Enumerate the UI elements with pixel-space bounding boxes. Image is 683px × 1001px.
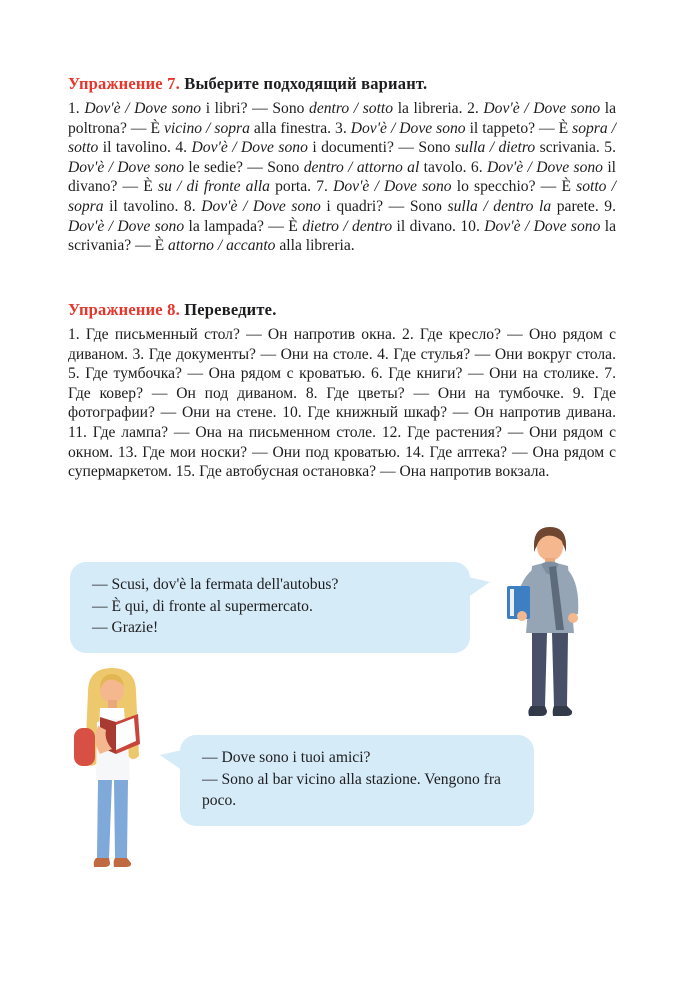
woman-jeans (97, 780, 112, 858)
dialogue-line: — Scusi, dov'è la fermata dell'autobus? (92, 576, 339, 593)
man-shoes (528, 706, 547, 716)
man-illustration (486, 520, 614, 724)
exercise-8-title: Переведите. (184, 300, 277, 319)
exercise-8-heading (68, 300, 616, 320)
dialogue-line: — Dove sono i tuoi amici? (202, 749, 371, 766)
exercise-8 (68, 300, 616, 482)
woman-shoes (94, 858, 110, 867)
woman-with-red-book-drawing (56, 662, 170, 874)
speech-bubble-bus-stop (70, 562, 470, 653)
woman-illustration (56, 662, 170, 874)
exercise-7 (68, 74, 616, 256)
dialogue-line: — Grazie! (92, 619, 159, 636)
exercise-7-number: Упражнение 7. (68, 74, 180, 93)
exercise-8-text: 1. Где письменный стол? — Он напротив окна. 2. Где кресло? — Оно рядом с диваном. 3. Где документы? — Они на столе. 4. Где стулья? — Они вокруг стола. 5. Где тумбочка? — Она рядом с кроватью. 6. Где книги? — Они на столике. 7. Где ковер? — Он под диваном. 8. Где цветы? — Они на тумбочке. 9. Где фотографии? — Они на стене. 10. Где книжный шкаф? — Он напротив дивана. 11. Где лампа? — Она на письменном столе. 12. Где растения? — Они рядом с окном. 13. Где мои носки? — Они под кроватью. 14. Где аптека? — Она рядом с супермаркетом. 15. Где автобусная остановка? — Она напротив вокзала. (68, 326, 616, 481)
speech-bubble-friends (180, 735, 534, 826)
exercise-7-title: Выберите подходящий вариант. (184, 74, 428, 93)
red-backpack (74, 728, 95, 766)
exercise-7-heading (68, 74, 616, 94)
exercise-8-number: Упражнение 8. (68, 300, 180, 319)
man-with-blue-book-drawing (486, 520, 614, 724)
speech-bubble-tail-left (160, 749, 186, 773)
dialogue-line: — È qui, di fronte al supermercato. (92, 597, 313, 615)
exercise-7-text: 1. Dov'è / Dove sono i libri? — Sono dentro / sotto la libreria. 2. Dov'è / Dove sono la poltrona? — È vicino / sopra alla finestra. 3. Dov'è / Dove sono il tappeto? — È sopra / sotto il tavolino. 4. Dov'è / Dove sono i documenti? — Sono sulla / dietro scrivania. 5. Dov'è / Dove sono le sedie? — Sono dentro / attorno al tavolo. 6. Dov'è / Dove sono il divano? — È su / di fronte alla porta. 7. Dov'è / Dove sono lo specchio? — È sotto / sopra il tavolino. 8. Dov'è / Dove sono i quadri? — Sono sulla / dentro la parete. 9. Dov'è / Dove sono la lampada? — È dietro / dentro il divano. 10. Dov'è / Dove sono la scrivania? — È attorno / accanto alla libreria. (68, 100, 617, 255)
dialogue-line: — Sono al bar vicino alla stazione. Vengono fra poco. (202, 770, 501, 809)
man-pants (532, 633, 547, 706)
